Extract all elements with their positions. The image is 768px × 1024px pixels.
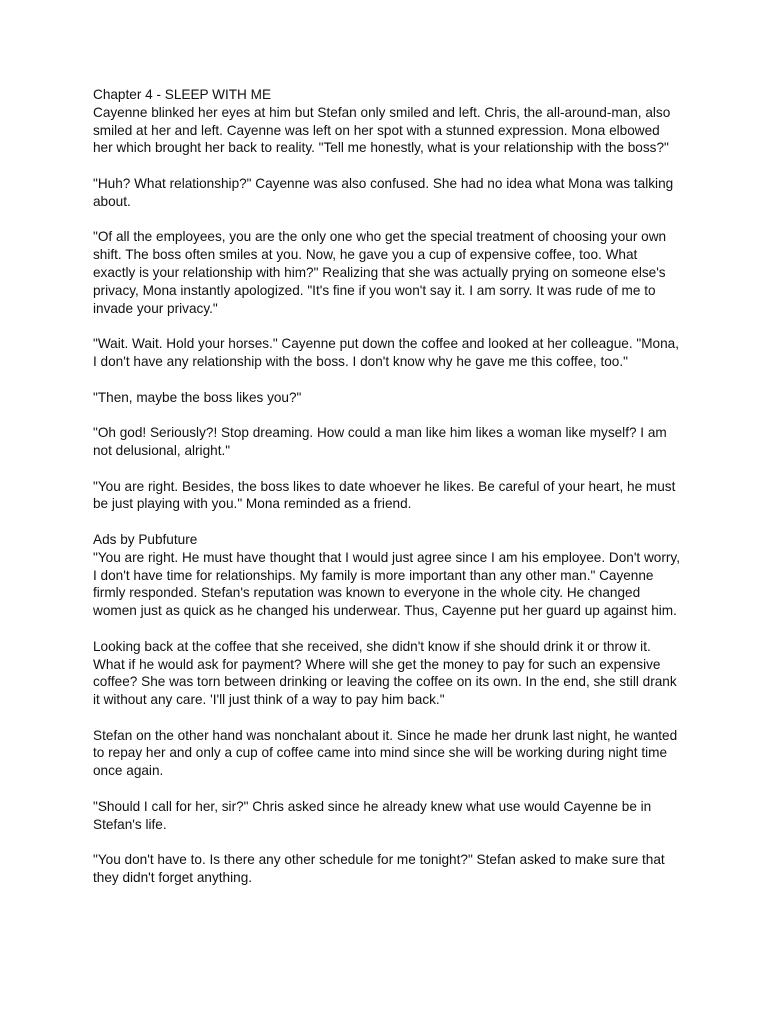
chapter-title: Chapter 4 - SLEEP WITH ME [93,87,272,102]
paragraph: "You are right. Besides, the boss likes to date whoever he likes. Be careful of your heart, he must be just playing with you." Mona reminded as a friend. [93,478,680,512]
paragraph: Looking back at the coffee that she received, she didn't know if she should drink it or throw it. What if he would ask for payment? Where will she get the money to pay for such an expensive coffee? She was torn between drinking or leaving the coffee on its own. In the end, she still drank it without any care. 'I'll just think of a way to pay him back." [93,638,681,708]
paragraph-gap [93,513,683,531]
paragraph: "Should I call for her, sir?" Chris asked since he already knew what use would Cayenne be in Stefan's life. [93,798,656,832]
ads-label: Ads by Pubfuture [93,531,198,547]
paragraph-gap [93,620,683,638]
paragraph: "Then, maybe the boss likes you?" [93,389,302,405]
paragraph: "Huh? What relationship?" Cayenne was also confused. She had no idea what Mona was talking about. [93,175,677,209]
paragraph: "Of all the employees, you are the only one who get the special treatment of choosing your own shift. The boss often smiles at you. Now, he gave you a cup of expensive coffee, too. What exactly is your relationship with him?" Realizing that she was actually prying on someone else's privacy, Mona instantly apologized. "It's fine if you won't say it. I am sorry. It was rude of me to invade your privacy." [93,229,670,316]
paragraph-gap [93,833,683,851]
paragraph: "You don't have to. Is there any other schedule for me tonight?" Stefan asked to make sure that they didn't forget anything. [93,852,669,886]
paragraph-gap [93,157,683,175]
paragraph-gap [93,460,683,478]
paragraph: "Wait. Wait. Hold your horses." Cayenne put down the coffee and looked at her colleague. "Mona, I don't have any relationship with the boss. I don't know why he gave me this coffee, too." [93,336,683,369]
document-page [93,86,683,887]
paragraph-gap [93,371,683,389]
paragraph-gap [93,317,683,335]
paragraph: "Oh god! Seriously?! Stop dreaming. How could a man like him likes a woman like myself? I am not delusional, alright." [93,425,671,458]
paragraph-gap [93,780,683,798]
paragraph-gap [93,211,683,229]
paragraph-gap [93,406,683,424]
paragraph-gap [93,709,683,727]
paragraph: Stefan on the other hand was nonchalant about it. Since he made her drunk last night, he wanted to repay her and only a cup of coffee came into mind since she will be working during night time once again. [93,727,681,779]
paragraph: "You are right. He must have thought that I would just agree since I am his employee. Don't worry, I don't have time for relationships. My family is more important than any other man." Cayenne firmly responded. Stefan's reputation was known to everyone in the whole city. He changed women just as quick as he changed his underwear. Thus, Cayenne put her guard up against him. [93,549,684,619]
paragraph: Cayenne blinked her eyes at him but Stefan only smiled and left. Chris, the all-around-man, also smiled at her and left. Cayenne was left on her spot with a stunned expression. Mona elbowed her which brought her back to reality. "Tell me honestly, what is your relationship with the boss?" [93,104,675,156]
